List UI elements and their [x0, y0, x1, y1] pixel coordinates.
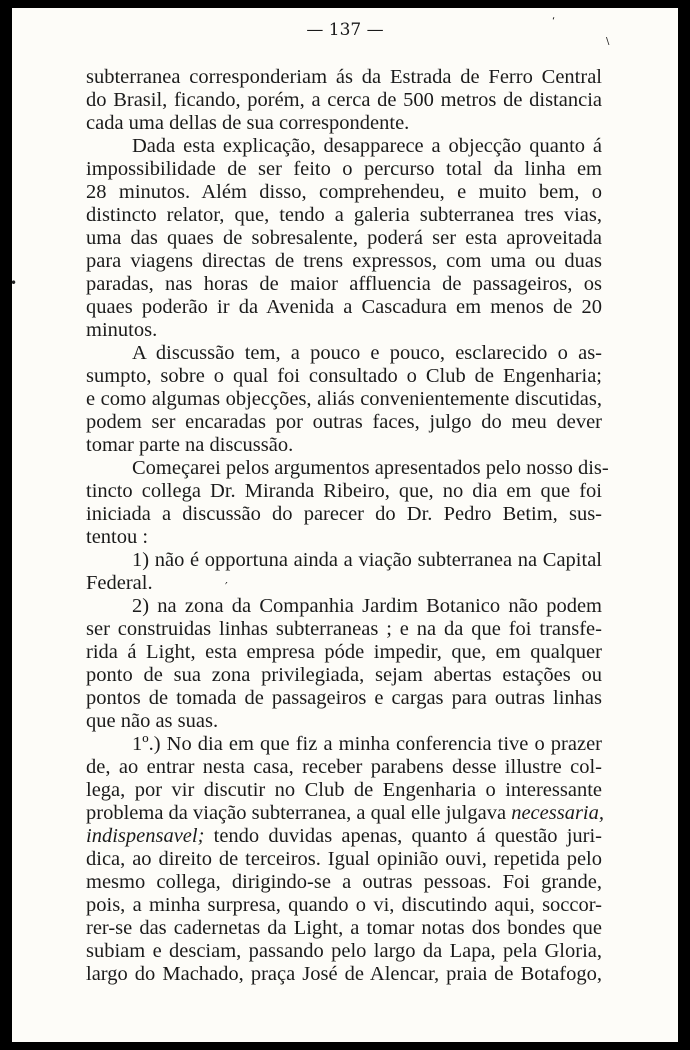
- text-line: mesmo collega, dirigindo-se a outras pessoas. Foi grande,: [86, 871, 602, 893]
- text-line: podem ser encaradas por outras faces, julgo do meu dever: [86, 411, 602, 433]
- text-line: Começarei pelos argumentos apresentados pelo nosso dis-: [132, 457, 609, 479]
- document-page: [12, 8, 678, 1042]
- text-line: paradas, nas horas de maior affluencia de passageiros, os: [86, 273, 602, 295]
- text-line: quaes poderão ir da Avenida a Cascadura em menos de 20: [86, 296, 602, 318]
- text-line: [86, 802, 602, 825]
- text-line: ponto de sua zona privilegiada, sejam abertas estações ou: [86, 664, 602, 686]
- text-line: uma das quaes de sobresalente, poderá ser esta aproveitada: [86, 227, 602, 249]
- text-line: subiam e desciam, passando pelo largo da Lapa, pela Gloria,: [86, 940, 602, 962]
- text-line: Federal.: [86, 572, 153, 594]
- text-line: largo do Machado, praça José de Alencar, praia de Botafogo,: [86, 963, 602, 985]
- text-line: rer-se das cadernetas da Light, a tomar notas dos bondes que: [86, 917, 602, 939]
- text-line: 2) na zona da Companhia Jardim Botanico não podem: [132, 595, 602, 617]
- text-line: de, ao entrar nesta casa, receber parabens desse illustre col-: [86, 756, 602, 778]
- text-line: 28 minutos. Além disso, comprehendeu, e muito bem, o: [86, 181, 602, 203]
- text-span: problema da viação subterranea, a qual elle julgava: [86, 802, 512, 824]
- text-line: sumpto, sobre o qual foi consultado o Club de Engenharia;: [86, 365, 602, 387]
- text-line: rida á Light, esta empresa póde impedir, que, em qualquer: [86, 641, 602, 663]
- text-line: lega, por vir discutir no Club de Engenharia o interessante: [86, 779, 602, 801]
- text-line: cada uma dellas de sua correspondente.: [86, 112, 410, 134]
- text-line: A discussão tem, a pouco e pouco, esclarecido o as-: [132, 342, 602, 364]
- text-line: e como algumas objecções, aliás convenientemente discutidas,: [86, 388, 602, 410]
- text-line: tomar parte na discussão.: [86, 434, 294, 456]
- page-number: — 137 —: [306, 20, 384, 40]
- text-line: Dada esta explicação, desapparece a objecção quanto á: [132, 135, 602, 157]
- text-line: distincto relator, que, tendo a galeria subterranea tres vias,: [86, 204, 602, 226]
- text-line: ser construidas linhas subterraneas ; e na da que foi transfe-: [86, 618, 602, 640]
- text-line: pontos de tomada de passageiros e cargas para outras linhas: [86, 687, 602, 709]
- italic-text: necessaria,: [511, 802, 604, 824]
- stray-mark-icon: ‘: [552, 16, 556, 27]
- text-span: tendo duvidas apenas, quanto á questão juri-: [204, 825, 602, 847]
- text-line: do Brasil, ficando, porém, a cerca de 500 metros de distancia: [86, 89, 602, 111]
- italic-text: indispensavel;: [86, 825, 205, 847]
- text-line: 1º.) No dia em que fiz a minha conferencia tive o prazer: [132, 733, 602, 755]
- text-line: subterranea corresponderiam ás da Estrada de Ferro Central: [86, 66, 602, 88]
- stray-mark-icon: \: [606, 36, 610, 47]
- text-line: iniciada a discussão do parecer do Dr. Pedro Betim, sus-: [86, 503, 602, 525]
- text-line: minutos.: [86, 319, 158, 341]
- text-line: dica, ao direito de terceiros. Igual opinião ouvi, repetida pelo: [86, 848, 602, 870]
- text-line: [86, 825, 602, 848]
- text-line: tentou :: [86, 526, 149, 548]
- text-line: pois, a minha surpresa, quando o vi, discutindo aqui, soccor-: [86, 894, 602, 916]
- text-line: para viagens directas de trens expressos, com uma ou duas: [86, 250, 602, 272]
- text-line: impossibilidade de ser feito o percurso total da linha em: [86, 158, 602, 180]
- accent-mark-icon: ′: [225, 580, 228, 594]
- margin-dot-icon: •: [10, 276, 18, 290]
- text-line: que não as suas.: [86, 710, 219, 732]
- text-line: tincto collega Dr. Miranda Ribeiro, que, no dia em que foi: [86, 480, 602, 502]
- text-line: 1) não é opportuna ainda a viação subterranea na Capital: [132, 549, 602, 571]
